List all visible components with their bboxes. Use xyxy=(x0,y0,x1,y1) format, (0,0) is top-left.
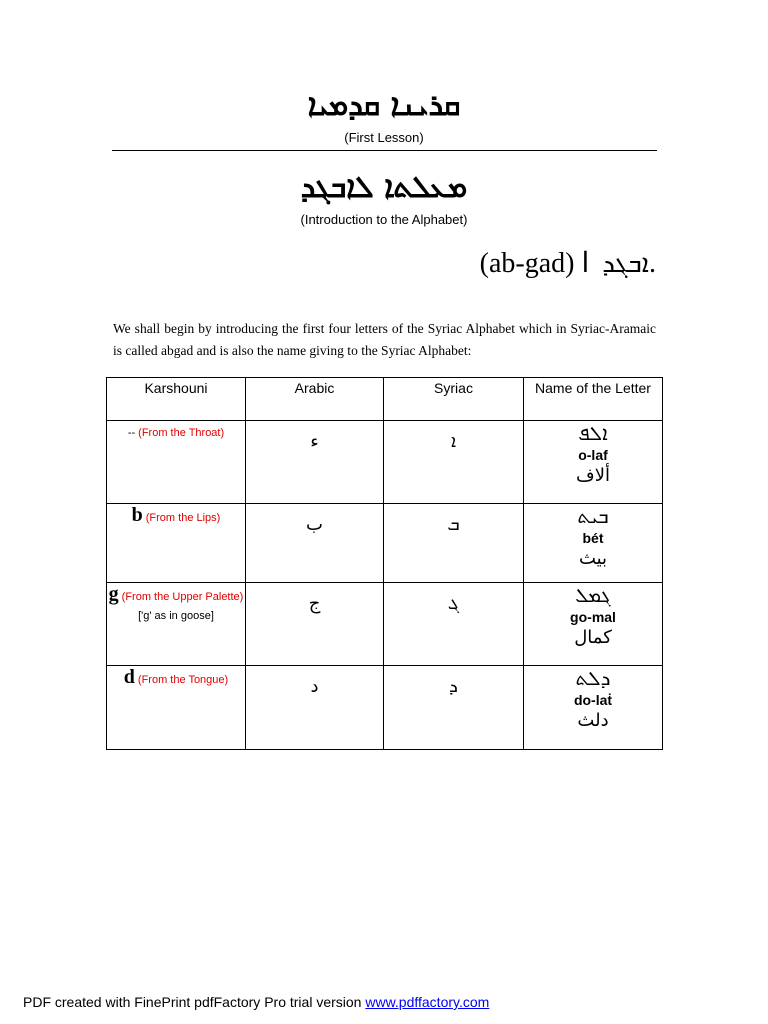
syriac-letter: ܐ xyxy=(450,431,457,452)
abgad-heading-text: (ab-gad) xyxy=(479,248,575,279)
letter-name-cell xyxy=(524,666,663,750)
syriac-cell xyxy=(384,504,524,583)
header-syriac: Syriac xyxy=(384,378,524,421)
arabic-cell xyxy=(246,421,384,504)
karshouni-cell xyxy=(107,421,246,504)
abgad-heading xyxy=(480,246,656,280)
arabic-letter: ب xyxy=(306,514,323,535)
letter-name-latin: bét xyxy=(582,530,604,546)
letter-name-syriac: ܐܠܦ xyxy=(578,421,608,445)
syriac-cell xyxy=(384,666,524,750)
arabic-letter: ج xyxy=(308,593,321,614)
letter-name-cell xyxy=(524,504,663,583)
pdf-footer xyxy=(23,994,489,1010)
letter-name-syriac: ܕܠܬ xyxy=(575,666,611,690)
letter-name-latin: go-mal xyxy=(570,609,616,625)
karshouni-cell xyxy=(107,504,246,583)
karshouni-note: (From the Lips) xyxy=(145,512,221,524)
arabic-letter: د xyxy=(310,676,319,697)
table-row xyxy=(107,421,663,504)
letter-name-latin: o-laf xyxy=(578,447,608,463)
table-header-row xyxy=(107,378,663,421)
letter-name-arabic: بيث xyxy=(578,548,608,569)
letter-name-syriac: ܓܡܠ xyxy=(575,583,611,607)
table-row xyxy=(107,583,663,666)
table-row xyxy=(107,504,663,583)
karshouni-note: (From the Throat) xyxy=(138,427,225,439)
alphabet-table xyxy=(106,377,663,750)
lesson-title-syriac: ܩܪܝܢܐ ܩܕܡܝܐ xyxy=(307,88,461,123)
letter-name-latin: do-laṫ xyxy=(573,692,613,708)
syriac-letter: ܒ xyxy=(447,514,460,535)
syriac-letter: ܕ xyxy=(449,676,458,697)
karshouni-cell xyxy=(107,666,246,750)
karshouni-letter: g xyxy=(108,583,119,605)
letter-name-arabic: ألاف xyxy=(576,465,610,486)
karshouni-letter: b xyxy=(131,504,143,526)
karshouni-extra: ['g' as in goose] xyxy=(138,610,214,622)
arabic-cell xyxy=(246,666,384,750)
header-karshouni: Karshouni xyxy=(107,378,246,421)
section-title-syriac: ܡܥܠܬܐ ܠܐܒܓܕ xyxy=(300,170,468,205)
footer-text: PDF created with FinePrint pdfFactory Pro trial version xyxy=(23,994,366,1010)
title-divider xyxy=(112,150,657,151)
section-title-translation: (Introduction to the Alphabet) xyxy=(300,212,468,227)
footer-link[interactable]: www.pdffactory.com xyxy=(365,994,490,1010)
table-row xyxy=(107,666,663,750)
karshouni-note: (From the Tongue) xyxy=(137,674,229,686)
intro-paragraph: We shall begin by introducing the first four letters of the Syriac Alphabet which in Syriac-Aramaic is called abgad and is also the name giving to the Syriac Alphabet: xyxy=(113,320,656,358)
syriac-cell xyxy=(384,421,524,504)
lesson-title-translation: (First Lesson) xyxy=(344,130,424,145)
arabic-cell xyxy=(246,583,384,666)
letter-name-arabic: كمال xyxy=(574,627,612,648)
arabic-letter: ء xyxy=(310,431,319,452)
abgad-heading-number: ا. xyxy=(581,248,656,279)
header-letter-name: Name of the Letter xyxy=(524,378,663,421)
letter-name-cell xyxy=(524,421,663,504)
karshouni-letter: d xyxy=(123,666,135,688)
karshouni-cell xyxy=(107,583,246,666)
karshouni-note: (From the Upper Palette) xyxy=(121,591,244,603)
syriac-letter: ܓ xyxy=(447,593,460,614)
letter-name-syriac: ܒܝܬ xyxy=(577,504,609,528)
abgad-heading-syriac: ܐܒܓܕ xyxy=(602,249,649,279)
karshouni-letter: -- xyxy=(127,427,136,439)
letter-name-cell xyxy=(524,583,663,666)
letter-name-arabic: دلث xyxy=(577,710,609,731)
header-arabic: Arabic xyxy=(246,378,384,421)
arabic-cell xyxy=(246,504,384,583)
syriac-cell xyxy=(384,583,524,666)
